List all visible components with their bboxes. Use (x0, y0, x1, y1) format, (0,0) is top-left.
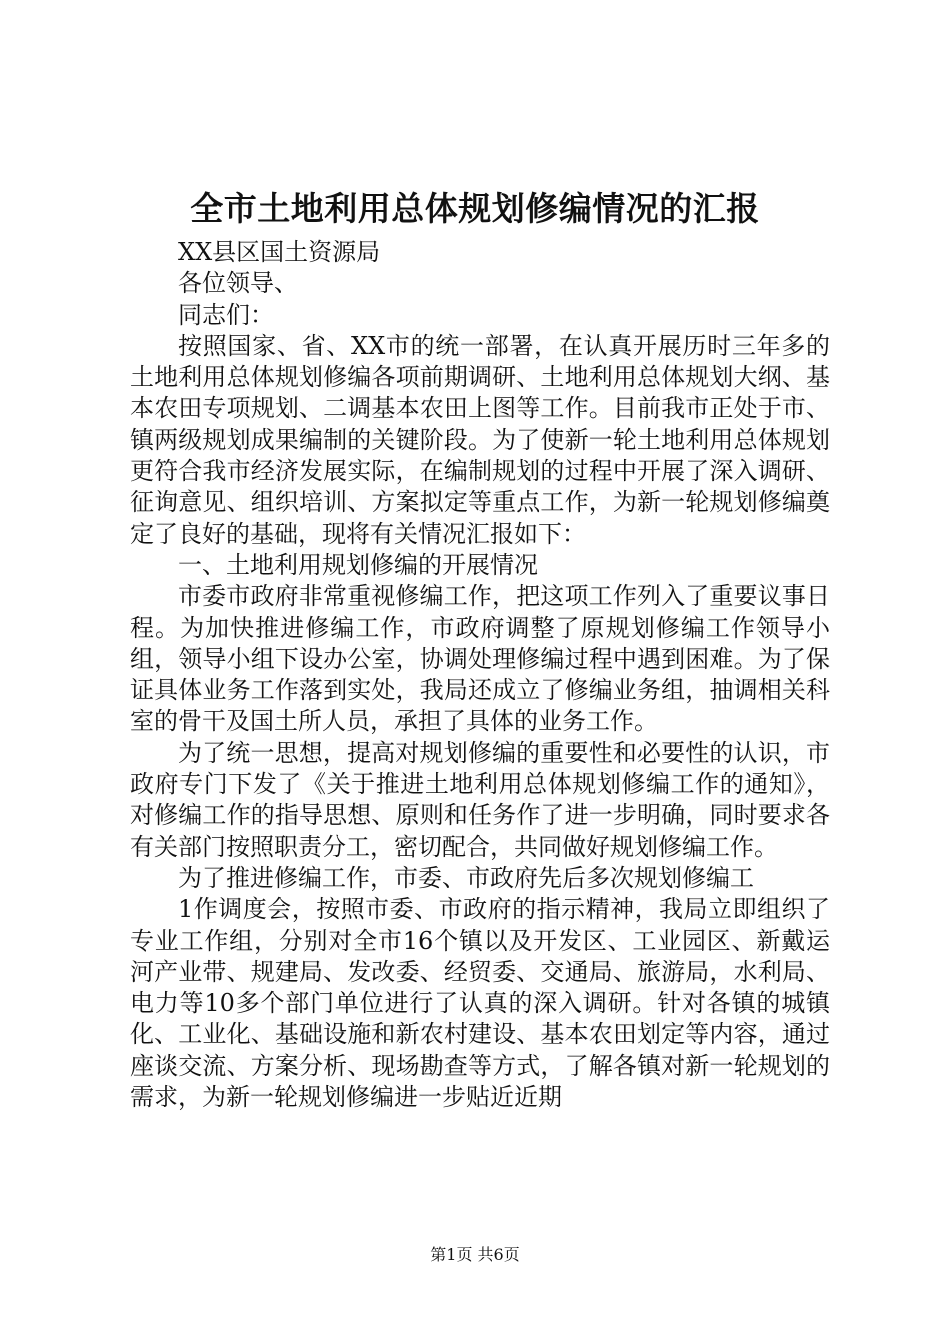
section-heading: 一、土地利用规划修编的开展情况 (178, 550, 538, 579)
salutation-line-1: 各位领导、 (178, 269, 298, 298)
document-title: 全市土地利用总体规划修编情况的汇报 (190, 189, 760, 228)
salutation-line-2: 同志们： (178, 300, 274, 329)
page-footer: 第1页 共6页 (430, 1245, 520, 1264)
document-body (130, 237, 830, 1113)
body-paragraph: 市委市政府非常重视修编工作，把这项工作列入了重要议事日程。为加快推进修编工作，市政府调整了原规划修编工作领导小组，领导小组下设办公室，协调处理修编过程中遇到困难。为了保证具体业务工作落到实处，我局还成立了修编业务组，抽调相关科室的骨干及国土所人员，承担了具体的业务工作。 (130, 582, 830, 736)
body-paragraph: 为了统一思想，提高对规划修编的重要性和必要性的认识，市政府专门下发了《关于推进土地利用总体规划修编工作的通知》，对修编工作的指导思想、原则和任务作了进一步明确，同时要求各有关部门按照职责分工，密切配合，共同做好规划修编工作。 (130, 738, 830, 861)
body-paragraph: 为了推进修编工作，市委、市政府先后多次规划修编工 (178, 863, 754, 892)
body-paragraph: 按照国家、省、XX市的统一部署，在认真开展历时三年多的土地利用总体规划修编各项前期调研、土地利用总体规划大纲、基本农田专项规划、二调基本农田上图等工作。目前我市正处于市、镇两级规划成果编制的关键阶段。为了使新一轮土地利用总体规划更符合我市经济发展实际，在编制规划的过程中开展了深入调研、征询意见、组织培训、方案拟定等重点工作，为新一轮规划修编奠定了良好的基础，现将有关情况汇报如下： (130, 331, 830, 548)
issuer-line: XX县区国土资源局 (178, 238, 381, 266)
body-paragraph: 1作调度会，按照市委、市政府的指示精神，我局立即组织了专业工作组，分别对全市16个镇以及开发区、工业园区、新戴运河产业带、规建局、发改委、经贸委、交通局、旅游局，水利局、电力等10多个部门单位进行了认真的深入调研。针对各镇的城镇化、工业化、基础设施和新农村建设、基本农田划定等内容，通过座谈交流、方案分析、现场勘查等方式，了解各镇对新一轮规划的需求，为新一轮规划修编进一步贴近近期 (130, 895, 830, 1112)
